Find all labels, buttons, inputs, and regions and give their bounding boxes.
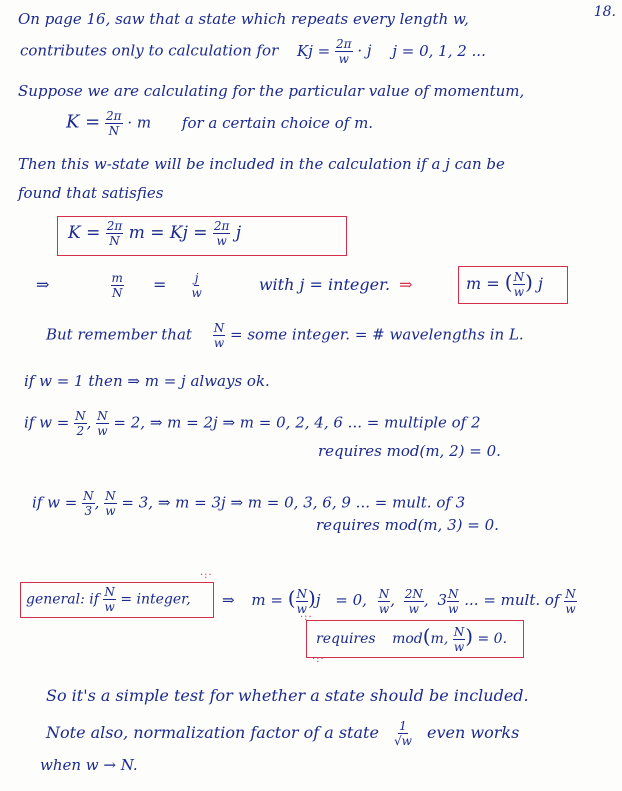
red-dots-bottom: ·:·	[312, 654, 325, 665]
line-3: Suppose we are calculating for the particular value of momentum,	[18, 82, 525, 100]
requires-mod-3: requires mod(m, 3) = 0.	[316, 516, 499, 534]
line-4: K = $\frac{2\pi}{N}$ · m for a certain choice of m.	[66, 109, 374, 138]
general-equation: ⇒ m = ( $\frac{N}{w}$ )j = 0, $\frac{N}{w}$ , $\frac{2N}{w}$ , 3 $\frac{N}{w}$ ... = mult. of $\frac{N}{w}$	[222, 586, 576, 616]
case-w-1: if w = 1 then ⇒ m = j always ok.	[24, 372, 270, 390]
red-dots-top: ·:·	[200, 570, 213, 581]
equation-k-kj: K = $\frac{2\pi}{N}$ m = Kj = $\frac{2\pi}{w}$ j	[68, 219, 242, 248]
summary-line-1: So it's a simple test for whether a state should be included.	[46, 686, 529, 705]
general-condition: general: if $\frac{N}{w}$ = integer,	[26, 585, 191, 614]
line-9: But remember that $\frac{N}{w}$ = some integer. = # wavelengths in L.	[46, 321, 524, 350]
page-number: 18.	[593, 4, 616, 20]
line-5: Then this w-state will be included in the calculation if a j can be	[18, 155, 505, 173]
requires-mod-2: requires mod(m, 2) = 0.	[318, 442, 501, 460]
line-6: found that satisfies	[18, 184, 164, 202]
equation-m: m = ( $\frac{N}{w}$ ) j	[466, 270, 543, 299]
fraction-2pi-over-w: $\frac{2\pi}{w}$	[336, 37, 352, 66]
red-dots-left: ·:·	[300, 612, 313, 623]
line-8: ⇒ $\frac{m}{N}$ = $\frac{j}{w}$ with j = integer. ⇒	[36, 271, 413, 300]
line-1: On page 16, saw that a state which repeats every length w,	[18, 10, 469, 28]
summary-line-2: Note also, normalization factor of a state $\frac{1}{√w}$ even works	[46, 719, 520, 748]
requires-mod-n-over-w: requires mod(m, $\frac{N}{w}$ ) = 0.	[316, 624, 508, 654]
line-2: contributes only to calculation for Kj = $\frac{2\pi}{w}$ · j j = 0, 1, 2 ...	[20, 37, 486, 66]
case-w-n-over-3: if w = $\frac{N}{3}$ , $\frac{N}{w}$ = 3, ⇒ m = 3j ⇒ m = 0, 3, 6, 9 ... = mult. of 3	[32, 489, 466, 518]
case-w-n-over-2: if w = $\frac{N}{2}$ , $\frac{N}{w}$ = 2, ⇒ m = 2j ⇒ m = 0, 2, 4, 6 ... = multiple of 2	[24, 409, 481, 438]
summary-line-3: when w → N.	[40, 756, 138, 774]
